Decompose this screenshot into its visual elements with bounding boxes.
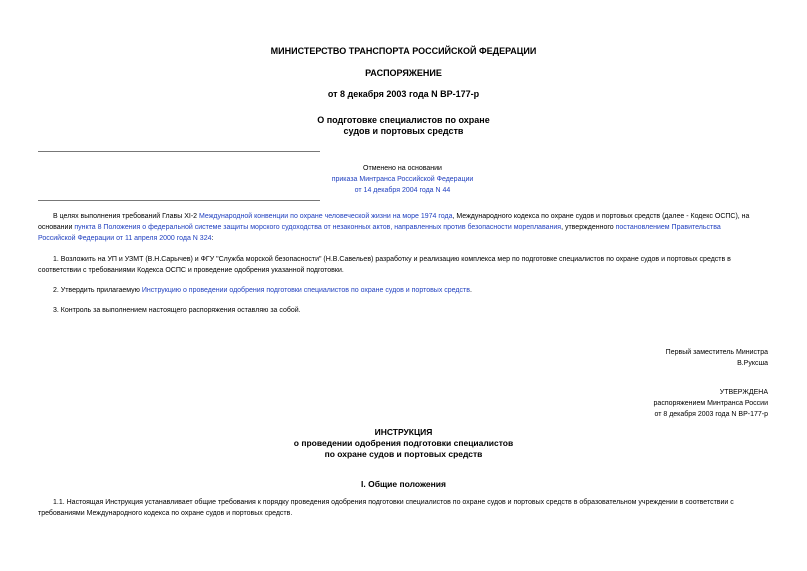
- approval-date: от 8 декабря 2003 года N ВР-177-р: [654, 411, 768, 418]
- divider-bottom: [38, 200, 320, 201]
- item-2-text: 2. Утвердить прилагаемую: [53, 287, 142, 294]
- approval-order: распоряжением Минтранса России: [653, 400, 768, 407]
- signature-name: В.Руксша: [737, 360, 768, 367]
- preamble-line1: [38, 211, 807, 223]
- cancellation-order-date-link[interactable]: от 14 декабря 2004 года N 44: [354, 187, 451, 194]
- government-decree-link[interactable]: постановлением Правительства: [615, 224, 721, 231]
- preamble-line2: [38, 222, 807, 234]
- document-date-number: от 8 декабря 2003 года N ВР-177-р: [327, 89, 480, 99]
- section-heading: I. Общие положения: [361, 479, 446, 489]
- divider-top: [38, 151, 320, 152]
- ministry-heading: МИНИСТЕРСТВО ТРАНСПОРТА РОССИЙСКОЙ ФЕДЕРАЦИИ: [270, 46, 537, 56]
- paragraph-1-1-line2: требованиями Международного кодекса по охране судов и портовых средств.: [38, 510, 293, 517]
- cancellation-note: Отменено на основании: [363, 165, 442, 172]
- government-decree-date-link[interactable]: Российской Федерации от 11 апреля 2000 года N 324: [38, 235, 212, 242]
- item-1-line2: соответствии с требованиями Кодекса ОСПС и проведение одобрения указанной подготовки.: [38, 267, 344, 274]
- document-title-line2: судов и портовых средств: [343, 126, 464, 136]
- paragraph-1-1-line1: 1.1. Настоящая Инструкция устанавливает общие требования к порядку проведения одобрения подготовки специалистов по охране судов и портовых средств в образовательном учреждении в соответствии с: [53, 499, 734, 506]
- instruction-link[interactable]: Инструкцию о проведении одобрения подготовки специалистов по охране судов и портовых средств: [141, 287, 470, 294]
- convention-link[interactable]: Международной конвенции по охране человеческой жизни на море 1974 года: [199, 213, 453, 220]
- cancellation-order-link[interactable]: приказа Минтранса Российской Федерации: [331, 176, 474, 183]
- document-type: РАСПОРЯЖЕНИЕ: [365, 68, 442, 78]
- preamble-text: основании: [38, 224, 75, 231]
- instruction-subtitle-line2: по охране судов и портовых средств: [324, 449, 483, 459]
- item-2: [38, 285, 807, 297]
- item-2-text: .: [469, 287, 472, 294]
- preamble-text: В целях выполнения требований Главы XI-2: [53, 213, 199, 220]
- item-3: 3. Контроль за выполнением настоящего распоряжения оставляю за собой.: [53, 307, 301, 314]
- approval-label: УТВЕРЖДЕНА: [719, 389, 768, 396]
- instruction-title: ИНСТРУКЦИЯ: [374, 427, 433, 437]
- preamble-line3: [38, 233, 807, 245]
- signature-position: Первый заместитель Министра: [665, 349, 768, 356]
- item-1-line1: 1. Возложить на УП и УЗМТ (В.Н.Сарычев) и ФГУ "Служба морской безопасности" (Н.В.Савельев) разработку и реализацию комплекса мер по подготовке специалистов по охране судов и портовых средств в: [53, 256, 731, 263]
- instruction-subtitle-line1: о проведении одобрения подготовки специалистов: [293, 438, 514, 448]
- preamble-text: , утвержденного: [561, 224, 616, 231]
- preamble-text: , Международного кодекса по охране судов и портовых средств (далее - Кодекс ОСПС), на: [452, 213, 750, 220]
- preamble-text: :: [211, 235, 214, 242]
- regulation-link[interactable]: пункта 8 Положения о федеральной системе защиты морского судоходства от незаконных актов, направленных против безопасности мореплавания: [74, 224, 562, 231]
- document-title-line1: О подготовке специалистов по охране: [317, 115, 490, 125]
